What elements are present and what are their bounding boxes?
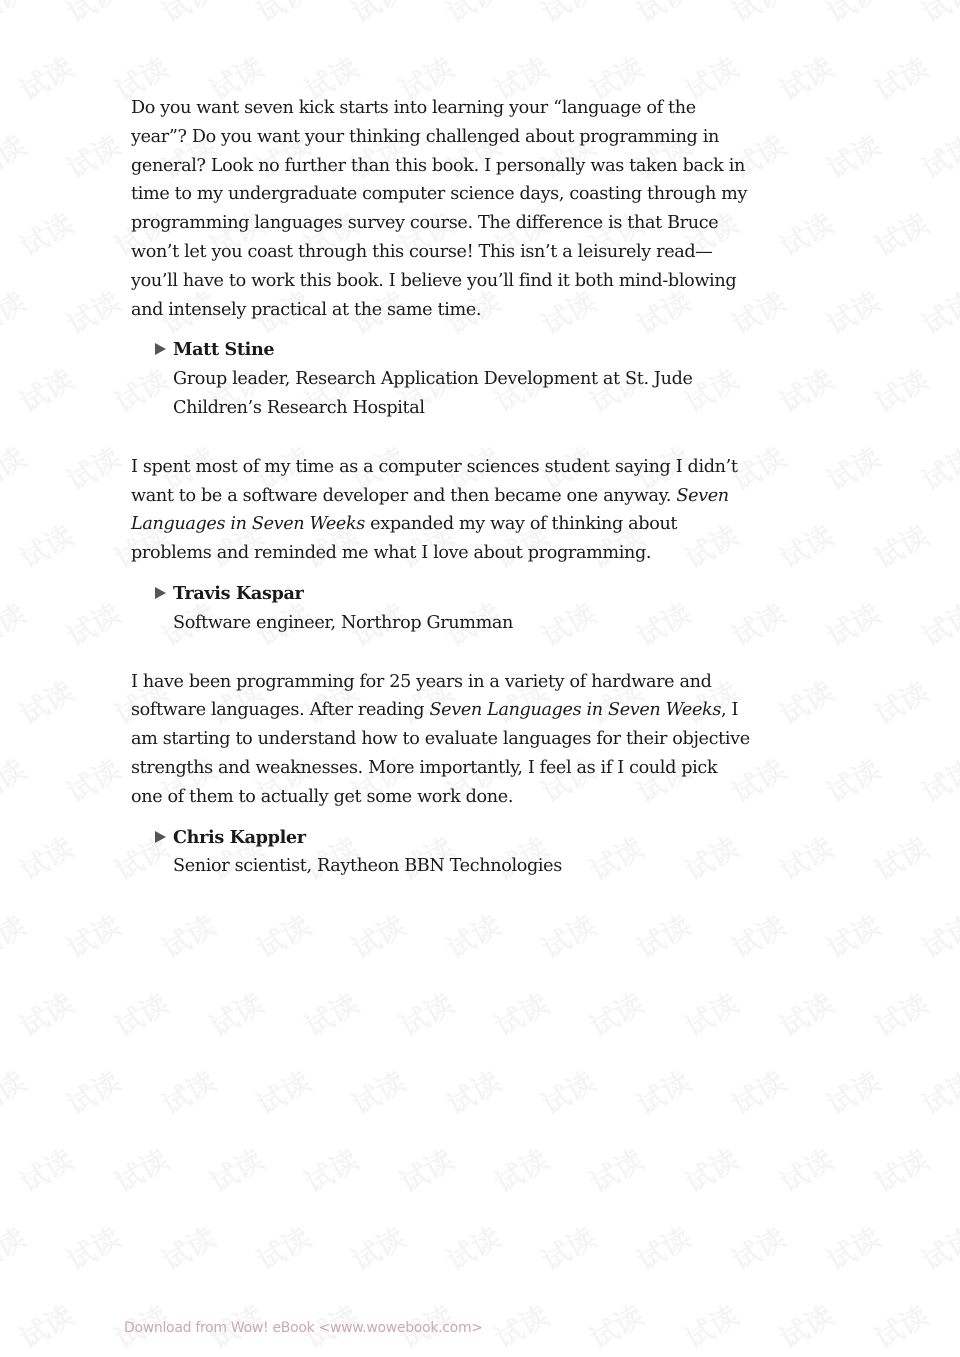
watermark-text (629, 1061, 698, 1124)
testimonial-quote (131, 668, 751, 812)
right-arrow-icon (155, 343, 166, 355)
watermark-text (772, 203, 841, 266)
watermark-text (0, 905, 32, 968)
watermark-text (914, 0, 960, 31)
attribution-name: Travis Kaspar (173, 582, 304, 604)
watermark-text (819, 1217, 888, 1280)
watermark-text (534, 1217, 603, 1280)
watermark-text (867, 359, 936, 422)
testimonials-page (131, 94, 751, 911)
right-arrow-icon (155, 587, 166, 599)
attribution (155, 336, 751, 422)
attribution (155, 580, 751, 638)
watermark-text (12, 47, 81, 110)
watermark-text (12, 203, 81, 266)
watermark-text (344, 0, 413, 31)
watermark-text (487, 1139, 556, 1202)
watermark-text (202, 983, 271, 1046)
watermark-text (439, 1061, 508, 1124)
watermark-text (867, 47, 936, 110)
watermark-text (249, 905, 318, 968)
testimonial-quote (131, 453, 751, 568)
watermark-text (59, 1061, 128, 1124)
watermark-text (629, 0, 698, 31)
watermark-text (819, 593, 888, 656)
watermark-text (154, 1217, 223, 1280)
watermark-text (582, 1139, 651, 1202)
watermark-text (0, 125, 32, 188)
watermark-text (59, 0, 128, 31)
watermark-text (344, 905, 413, 968)
quote-segment: I have been programming for 25 years in a variety of hardware and software languages. After reading (131, 671, 712, 721)
watermark-text (297, 1139, 366, 1202)
watermark-text (772, 515, 841, 578)
watermark-text (914, 125, 960, 188)
watermark-text (297, 983, 366, 1046)
watermark-text (724, 1061, 793, 1124)
quote-segment: Do you want seven kick starts into learning your “language of the year”? Do you want your thinking challenged about programming in general? Look no further than this book. I personally was taken back in time to my undergraduate computer science days, coasting through my programming languages survey course. The difference is that Bruce won’t let you coast through this course! This isn’t a leisurely read—you’ll have to work this book. I believe you’ll find it both mind-blowing and intensely practical at the same time. (131, 98, 748, 320)
watermark-text (819, 1061, 888, 1124)
watermark-text (867, 515, 936, 578)
watermark-text (0, 0, 32, 31)
watermark-text (59, 749, 128, 812)
watermark-text (154, 905, 223, 968)
watermark-text (439, 905, 508, 968)
watermark-text (59, 281, 128, 344)
watermark-text (914, 1217, 960, 1280)
watermark-text (867, 1295, 936, 1357)
watermark-text (12, 983, 81, 1046)
watermark-text (487, 1295, 556, 1357)
watermark-text (59, 593, 128, 656)
watermark-text (914, 905, 960, 968)
book-title: Seven Languages in Seven Weeks (429, 700, 722, 721)
watermark-text (724, 1217, 793, 1280)
watermark-text (344, 1217, 413, 1280)
watermark-text (867, 671, 936, 734)
watermark-text (12, 827, 81, 890)
watermark-text (677, 1295, 746, 1357)
watermark-text (249, 1217, 318, 1280)
watermark-text (819, 749, 888, 812)
watermark-text (867, 983, 936, 1046)
watermark-text (914, 749, 960, 812)
watermark-text (12, 1295, 81, 1357)
watermark-text (439, 1217, 508, 1280)
watermark-text (772, 827, 841, 890)
watermark-text (249, 1061, 318, 1124)
watermark-text (819, 281, 888, 344)
watermark-text (154, 1061, 223, 1124)
watermark-text (12, 1139, 81, 1202)
watermark-text (867, 827, 936, 890)
watermark-text (677, 983, 746, 1046)
watermark-text (0, 281, 32, 344)
watermark-text (582, 983, 651, 1046)
watermark-text (772, 1295, 841, 1357)
testimonial (131, 453, 751, 638)
watermark-text (724, 0, 793, 31)
watermark-text (0, 437, 32, 500)
watermark-text (59, 905, 128, 968)
watermark-text (12, 359, 81, 422)
quote-segment: , I am starting to understand how to evaluate languages for their objective strengths and weaknesses. More importantly, I feel as if I could pick one of them to actually get some work done. (131, 700, 750, 807)
watermark-text (12, 515, 81, 578)
watermark-text (59, 437, 128, 500)
watermark-text (344, 1061, 413, 1124)
watermark-text (819, 0, 888, 31)
watermark-text (914, 437, 960, 500)
watermark-text (107, 1139, 176, 1202)
quote-segment: I spent most of my time as a computer sciences student saying I didn’t want to be a software developer and then became one anyway. (131, 456, 738, 506)
watermark-text (582, 1295, 651, 1357)
watermark-text (107, 983, 176, 1046)
attribution (155, 824, 751, 882)
watermark-text (914, 593, 960, 656)
watermark-text (0, 1061, 32, 1124)
watermark-text (392, 983, 461, 1046)
watermark-text (154, 0, 223, 31)
watermark-text (819, 905, 888, 968)
watermark-text (534, 0, 603, 31)
watermark-text (629, 1217, 698, 1280)
watermark-text (0, 1217, 32, 1280)
attribution-title: Software engineer, Northrop Grumman (173, 612, 514, 633)
attribution-title: Group leader, Research Application Development at St. Jude Children’s Research Hospital (173, 369, 693, 418)
watermark-text (772, 671, 841, 734)
testimonial (131, 668, 751, 882)
testimonial (131, 94, 751, 423)
book-title: Seven Languages in Seven Weeks (131, 485, 729, 535)
watermark-text (439, 0, 508, 31)
watermark-text (772, 1139, 841, 1202)
watermark-text (867, 203, 936, 266)
watermark-text (0, 593, 32, 656)
watermark-text (534, 905, 603, 968)
watermark-text (819, 437, 888, 500)
watermark-text (629, 905, 698, 968)
watermark-text (392, 1139, 461, 1202)
watermark-text (202, 1139, 271, 1202)
watermark-text (914, 281, 960, 344)
watermark-text (59, 1217, 128, 1280)
watermark-text (534, 1061, 603, 1124)
watermark-text (12, 671, 81, 734)
watermark-text (772, 359, 841, 422)
watermark-text (867, 1139, 936, 1202)
watermark-text (724, 905, 793, 968)
right-arrow-icon (155, 831, 166, 843)
watermark-text (677, 1139, 746, 1202)
watermark-text (772, 983, 841, 1046)
watermark-text (249, 0, 318, 31)
attribution-title: Senior scientist, Raytheon BBN Technologies (173, 856, 562, 877)
attribution-name: Chris Kappler (173, 826, 306, 848)
attribution-name: Matt Stine (173, 339, 275, 361)
watermark-text (0, 749, 32, 812)
watermark-text (819, 125, 888, 188)
watermark-text (487, 983, 556, 1046)
watermark-text (772, 47, 841, 110)
download-footer: Download from Wow! eBook <www.wowebook.com> (124, 1320, 483, 1336)
watermark-text (914, 1061, 960, 1124)
testimonial-quote (131, 94, 751, 324)
quote-segment: expanded my way of thinking about problems and reminded me what I love about programming. (131, 514, 678, 564)
watermark-text (59, 125, 128, 188)
